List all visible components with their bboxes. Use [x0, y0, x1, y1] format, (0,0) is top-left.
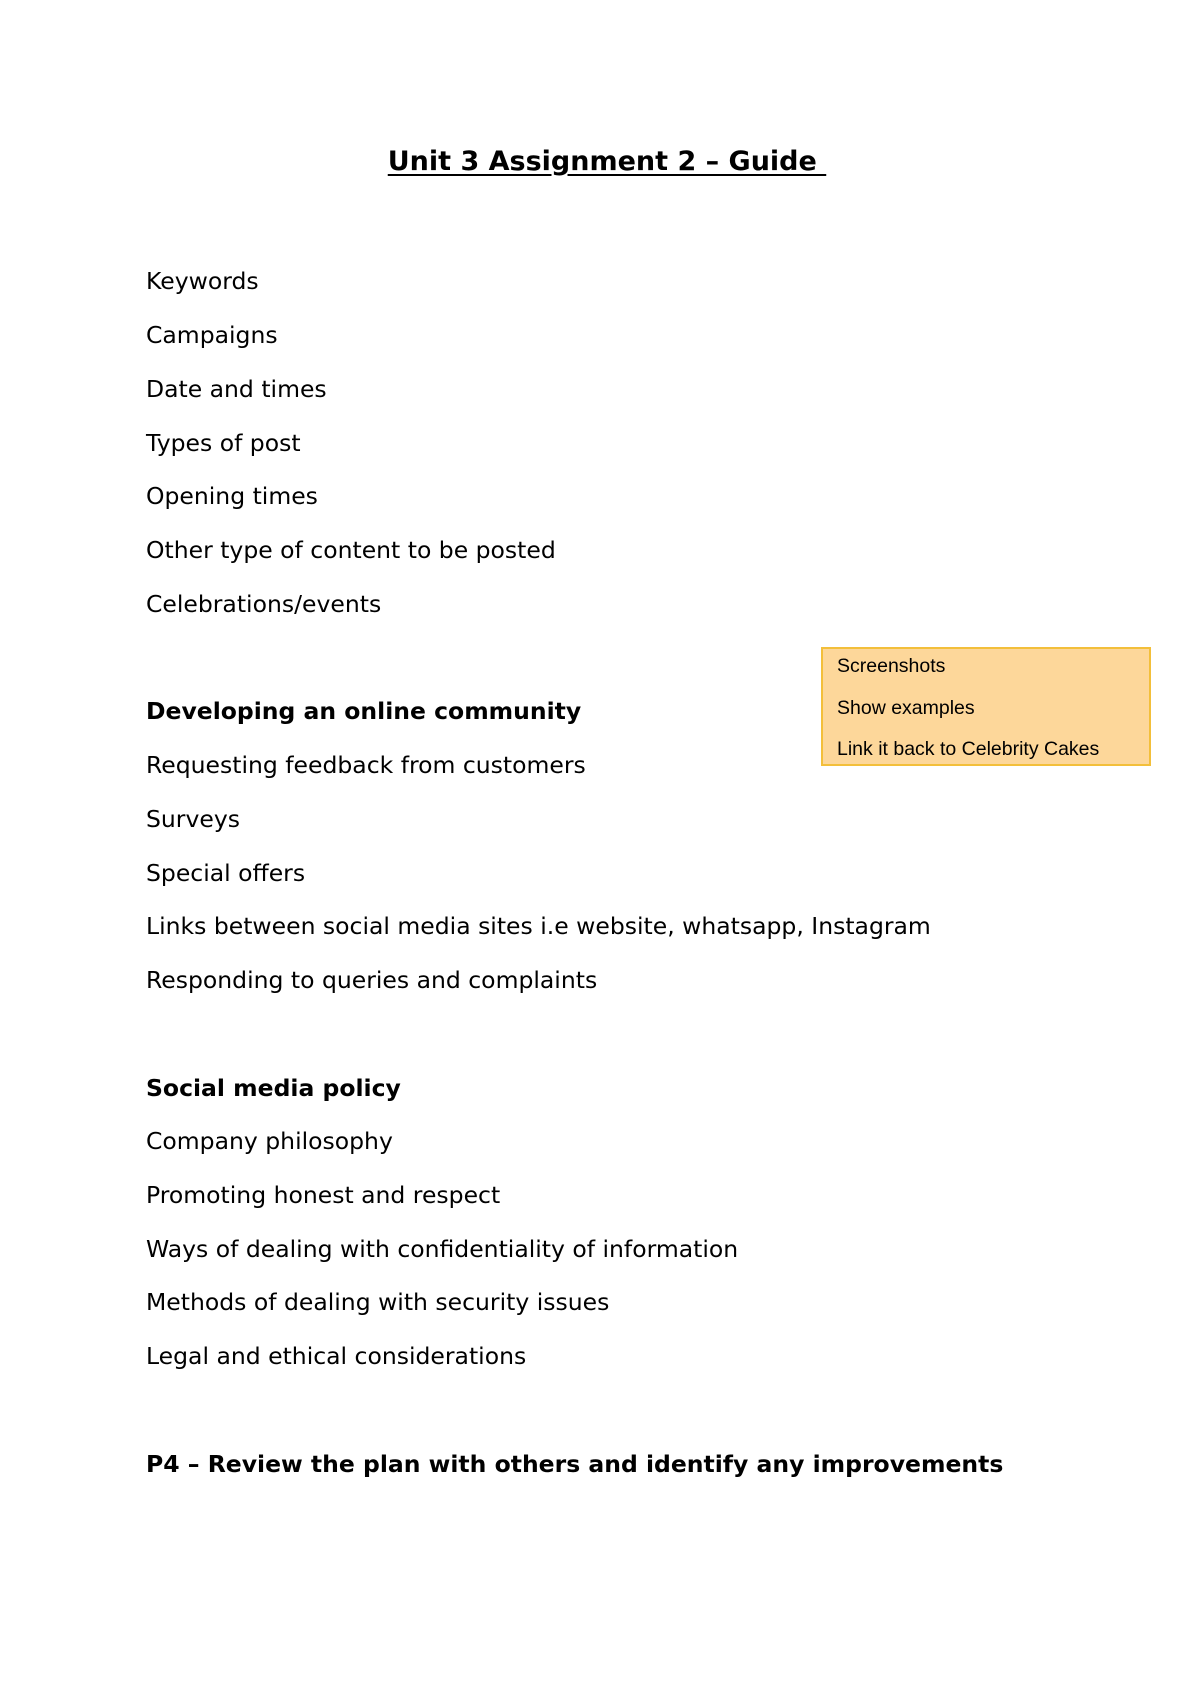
- section-heading-p4: P4 – Review the plan with others and identify any improvements: [146, 1450, 1004, 1478]
- list-item-celebrations: Celebrations/events: [146, 590, 382, 618]
- policy-item-confidentiality: Ways of dealing with confidentiality of information: [146, 1235, 739, 1263]
- community-item-surveys: Surveys: [146, 805, 240, 833]
- community-item-queries: Responding to queries and complaints: [146, 966, 598, 994]
- list-item-keywords: Keywords: [146, 267, 259, 295]
- note-line-screenshots: Screenshots: [837, 655, 946, 677]
- note-line-show-examples: Show examples: [837, 697, 975, 719]
- page-title: Unit 3 Assignment 2 – Guide: [387, 146, 827, 177]
- community-item-feedback: Requesting feedback from customers: [146, 751, 586, 779]
- policy-item-philosophy: Company philosophy: [146, 1127, 393, 1155]
- note-line-link-back: Link it back to Celebrity Cakes: [837, 738, 1100, 760]
- list-item-date-and-times: Date and times: [146, 375, 327, 403]
- list-item-campaigns: Campaigns: [146, 321, 278, 349]
- section-heading-policy: Social media policy: [146, 1074, 401, 1102]
- section-heading-community: Developing an online community: [146, 697, 582, 725]
- community-item-links: Links between social media sites i.e website, whatsapp, Instagram: [146, 912, 931, 940]
- policy-item-security: Methods of dealing with security issues: [146, 1288, 610, 1316]
- note-box: [821, 647, 1151, 766]
- policy-item-honesty: Promoting honest and respect: [146, 1181, 501, 1209]
- list-item-other-content: Other type of content to be posted: [146, 536, 556, 564]
- policy-item-legal: Legal and ethical considerations: [146, 1342, 527, 1370]
- list-item-types-of-post: Types of post: [146, 429, 301, 457]
- list-item-opening-times: Opening times: [146, 482, 318, 510]
- community-item-special-offers: Special offers: [146, 859, 306, 887]
